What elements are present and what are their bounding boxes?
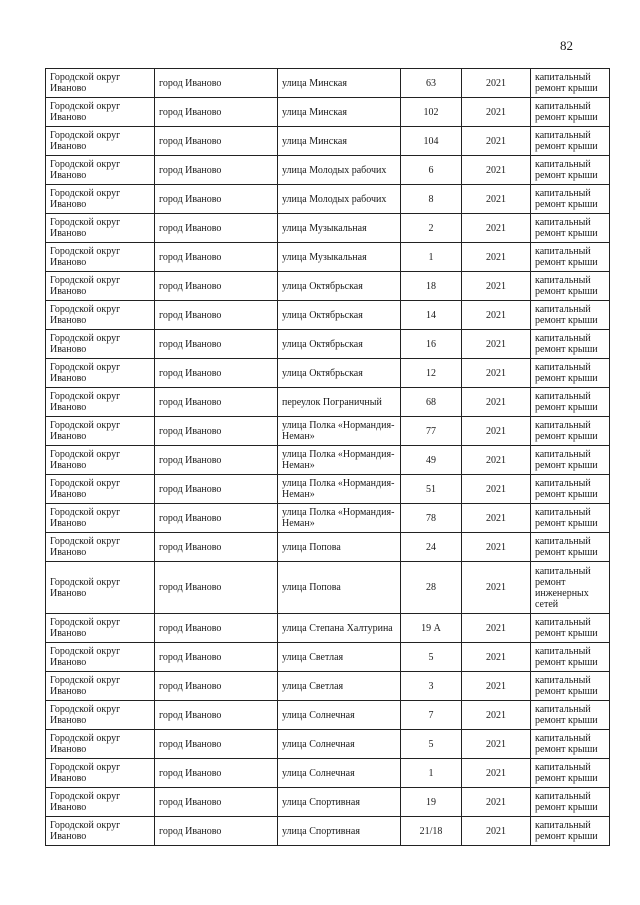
work-type-cell: капитальный ремонт крыши — [531, 359, 610, 388]
district-cell: Городской округ Иваново — [46, 272, 155, 301]
table-row — [46, 643, 610, 672]
city-cell: город Иваново — [155, 533, 278, 562]
house-number-cell: 1 — [401, 759, 462, 788]
work-type-cell: капитальный ремонт крыши — [531, 330, 610, 359]
street-cell: улица Полка «Нормандия-Неман» — [278, 446, 401, 475]
work-type-cell: капитальный ремонт инженерных сетей — [531, 562, 610, 614]
city-cell: город Иваново — [155, 504, 278, 533]
house-number-cell: 14 — [401, 301, 462, 330]
work-type-cell: капитальный ремонт крыши — [531, 156, 610, 185]
year-cell: 2021 — [462, 759, 531, 788]
year-cell: 2021 — [462, 98, 531, 127]
street-cell: улица Степана Халтурина — [278, 614, 401, 643]
city-cell: город Иваново — [155, 69, 278, 98]
district-cell: Городской округ Иваново — [46, 417, 155, 446]
city-cell: город Иваново — [155, 475, 278, 504]
work-type-cell: капитальный ремонт крыши — [531, 417, 610, 446]
table-row — [46, 185, 610, 214]
city-cell: город Иваново — [155, 701, 278, 730]
district-cell: Городской округ Иваново — [46, 475, 155, 504]
district-cell: Городской округ Иваново — [46, 185, 155, 214]
district-cell: Городской округ Иваново — [46, 98, 155, 127]
year-cell: 2021 — [462, 359, 531, 388]
district-cell: Городской округ Иваново — [46, 301, 155, 330]
table-row — [46, 301, 610, 330]
work-type-cell: капитальный ремонт крыши — [531, 533, 610, 562]
district-cell: Городской округ Иваново — [46, 243, 155, 272]
district-cell: Городской округ Иваново — [46, 69, 155, 98]
district-cell: Городской округ Иваново — [46, 614, 155, 643]
street-cell: улица Октябрьская — [278, 272, 401, 301]
street-cell: улица Полка «Нормандия-Неман» — [278, 475, 401, 504]
street-cell: улица Светлая — [278, 672, 401, 701]
street-cell: улица Молодых рабочих — [278, 156, 401, 185]
district-cell: Городской округ Иваново — [46, 504, 155, 533]
city-cell: город Иваново — [155, 127, 278, 156]
year-cell: 2021 — [462, 272, 531, 301]
work-type-cell: капитальный ремонт крыши — [531, 127, 610, 156]
district-cell: Городской округ Иваново — [46, 730, 155, 759]
year-cell: 2021 — [462, 301, 531, 330]
year-cell: 2021 — [462, 614, 531, 643]
street-cell: улица Полка «Нормандия-Неман» — [278, 417, 401, 446]
district-cell: Городской округ Иваново — [46, 562, 155, 614]
city-cell: город Иваново — [155, 243, 278, 272]
year-cell: 2021 — [462, 127, 531, 156]
house-number-cell: 77 — [401, 417, 462, 446]
district-cell: Городской округ Иваново — [46, 643, 155, 672]
city-cell: город Иваново — [155, 446, 278, 475]
work-type-cell: капитальный ремонт крыши — [531, 272, 610, 301]
city-cell: город Иваново — [155, 417, 278, 446]
house-number-cell: 19 А — [401, 614, 462, 643]
work-type-cell: капитальный ремонт крыши — [531, 730, 610, 759]
table-row — [46, 475, 610, 504]
city-cell: город Иваново — [155, 562, 278, 614]
city-cell: город Иваново — [155, 817, 278, 846]
district-cell: Городской округ Иваново — [46, 446, 155, 475]
table-row — [46, 417, 610, 446]
table-row — [46, 788, 610, 817]
work-type-cell: капитальный ремонт крыши — [531, 701, 610, 730]
year-cell: 2021 — [462, 388, 531, 417]
street-cell: улица Попова — [278, 533, 401, 562]
district-cell: Городской округ Иваново — [46, 330, 155, 359]
city-cell: город Иваново — [155, 388, 278, 417]
street-cell: улица Светлая — [278, 643, 401, 672]
street-cell: улица Спортивная — [278, 817, 401, 846]
street-cell: улица Минская — [278, 127, 401, 156]
district-cell: Городской округ Иваново — [46, 701, 155, 730]
table-row — [46, 759, 610, 788]
house-number-cell: 78 — [401, 504, 462, 533]
city-cell: город Иваново — [155, 643, 278, 672]
city-cell: город Иваново — [155, 301, 278, 330]
table-row — [46, 69, 610, 98]
city-cell: город Иваново — [155, 214, 278, 243]
district-cell: Городской округ Иваново — [46, 156, 155, 185]
year-cell: 2021 — [462, 643, 531, 672]
district-cell: Городской округ Иваново — [46, 533, 155, 562]
year-cell: 2021 — [462, 446, 531, 475]
district-cell: Городской округ Иваново — [46, 359, 155, 388]
year-cell: 2021 — [462, 475, 531, 504]
city-cell: город Иваново — [155, 730, 278, 759]
district-cell: Городской округ Иваново — [46, 672, 155, 701]
table-row — [46, 98, 610, 127]
work-type-cell: капитальный ремонт крыши — [531, 643, 610, 672]
work-type-cell: капитальный ремонт крыши — [531, 475, 610, 504]
year-cell: 2021 — [462, 156, 531, 185]
house-number-cell: 63 — [401, 69, 462, 98]
house-number-cell: 2 — [401, 214, 462, 243]
city-cell: город Иваново — [155, 156, 278, 185]
city-cell: город Иваново — [155, 330, 278, 359]
city-cell: город Иваново — [155, 788, 278, 817]
work-type-cell: капитальный ремонт крыши — [531, 504, 610, 533]
city-cell: город Иваново — [155, 759, 278, 788]
table-row — [46, 504, 610, 533]
city-cell: город Иваново — [155, 98, 278, 127]
city-cell: город Иваново — [155, 359, 278, 388]
city-cell: город Иваново — [155, 272, 278, 301]
street-cell: улица Минская — [278, 69, 401, 98]
street-cell: улица Молодых рабочих — [278, 185, 401, 214]
repair-schedule-table — [45, 68, 610, 846]
district-cell: Городской округ Иваново — [46, 759, 155, 788]
district-cell: Городской округ Иваново — [46, 388, 155, 417]
table-row — [46, 817, 610, 846]
work-type-cell: капитальный ремонт крыши — [531, 614, 610, 643]
year-cell: 2021 — [462, 417, 531, 446]
city-cell: город Иваново — [155, 185, 278, 214]
work-type-cell: капитальный ремонт крыши — [531, 759, 610, 788]
house-number-cell: 19 — [401, 788, 462, 817]
table-row — [46, 533, 610, 562]
table-row — [46, 562, 610, 614]
work-type-cell: капитальный ремонт крыши — [531, 388, 610, 417]
house-number-cell: 51 — [401, 475, 462, 504]
table-row — [46, 446, 610, 475]
year-cell: 2021 — [462, 504, 531, 533]
street-cell: улица Солнечная — [278, 759, 401, 788]
work-type-cell: капитальный ремонт крыши — [531, 672, 610, 701]
district-cell: Городской округ Иваново — [46, 127, 155, 156]
house-number-cell: 8 — [401, 185, 462, 214]
street-cell: переулок Пограничный — [278, 388, 401, 417]
work-type-cell: капитальный ремонт крыши — [531, 98, 610, 127]
table-row — [46, 388, 610, 417]
house-number-cell: 16 — [401, 330, 462, 359]
house-number-cell: 102 — [401, 98, 462, 127]
work-type-cell: капитальный ремонт крыши — [531, 214, 610, 243]
street-cell: улица Минская — [278, 98, 401, 127]
house-number-cell: 3 — [401, 672, 462, 701]
table-row — [46, 730, 610, 759]
house-number-cell: 5 — [401, 730, 462, 759]
table-row — [46, 272, 610, 301]
street-cell: улица Спортивная — [278, 788, 401, 817]
work-type-cell: капитальный ремонт крыши — [531, 817, 610, 846]
table-row — [46, 701, 610, 730]
house-number-cell: 28 — [401, 562, 462, 614]
page-number: 82 — [560, 38, 573, 53]
house-number-cell: 12 — [401, 359, 462, 388]
street-cell: улица Попова — [278, 562, 401, 614]
city-cell: город Иваново — [155, 672, 278, 701]
work-type-cell: капитальный ремонт крыши — [531, 69, 610, 98]
work-type-cell: капитальный ремонт крыши — [531, 446, 610, 475]
street-cell: улица Солнечная — [278, 730, 401, 759]
city-cell: город Иваново — [155, 614, 278, 643]
house-number-cell: 24 — [401, 533, 462, 562]
house-number-cell: 21/18 — [401, 817, 462, 846]
year-cell: 2021 — [462, 214, 531, 243]
house-number-cell: 18 — [401, 272, 462, 301]
year-cell: 2021 — [462, 330, 531, 359]
street-cell: улица Октябрьская — [278, 359, 401, 388]
table-row — [46, 359, 610, 388]
table-row — [46, 614, 610, 643]
street-cell: улица Октябрьская — [278, 301, 401, 330]
street-cell: улица Полка «Нормандия-Неман» — [278, 504, 401, 533]
table-row — [46, 672, 610, 701]
year-cell: 2021 — [462, 701, 531, 730]
house-number-cell: 49 — [401, 446, 462, 475]
house-number-cell: 5 — [401, 643, 462, 672]
table-row — [46, 156, 610, 185]
house-number-cell: 68 — [401, 388, 462, 417]
year-cell: 2021 — [462, 69, 531, 98]
house-number-cell: 6 — [401, 156, 462, 185]
street-cell: улица Музыкальная — [278, 243, 401, 272]
year-cell: 2021 — [462, 533, 531, 562]
year-cell: 2021 — [462, 817, 531, 846]
table-row — [46, 243, 610, 272]
year-cell: 2021 — [462, 788, 531, 817]
year-cell: 2021 — [462, 672, 531, 701]
street-cell: улица Октябрьская — [278, 330, 401, 359]
district-cell: Городской округ Иваново — [46, 214, 155, 243]
street-cell: улица Музыкальная — [278, 214, 401, 243]
house-number-cell: 7 — [401, 701, 462, 730]
year-cell: 2021 — [462, 243, 531, 272]
house-number-cell: 1 — [401, 243, 462, 272]
table-row — [46, 214, 610, 243]
table-row — [46, 127, 610, 156]
year-cell: 2021 — [462, 730, 531, 759]
year-cell: 2021 — [462, 185, 531, 214]
house-number-cell: 104 — [401, 127, 462, 156]
work-type-cell: капитальный ремонт крыши — [531, 788, 610, 817]
table-row — [46, 330, 610, 359]
work-type-cell: капитальный ремонт крыши — [531, 301, 610, 330]
street-cell: улица Солнечная — [278, 701, 401, 730]
year-cell: 2021 — [462, 562, 531, 614]
district-cell: Городской округ Иваново — [46, 788, 155, 817]
district-cell: Городской округ Иваново — [46, 817, 155, 846]
work-type-cell: капитальный ремонт крыши — [531, 243, 610, 272]
work-type-cell: капитальный ремонт крыши — [531, 185, 610, 214]
